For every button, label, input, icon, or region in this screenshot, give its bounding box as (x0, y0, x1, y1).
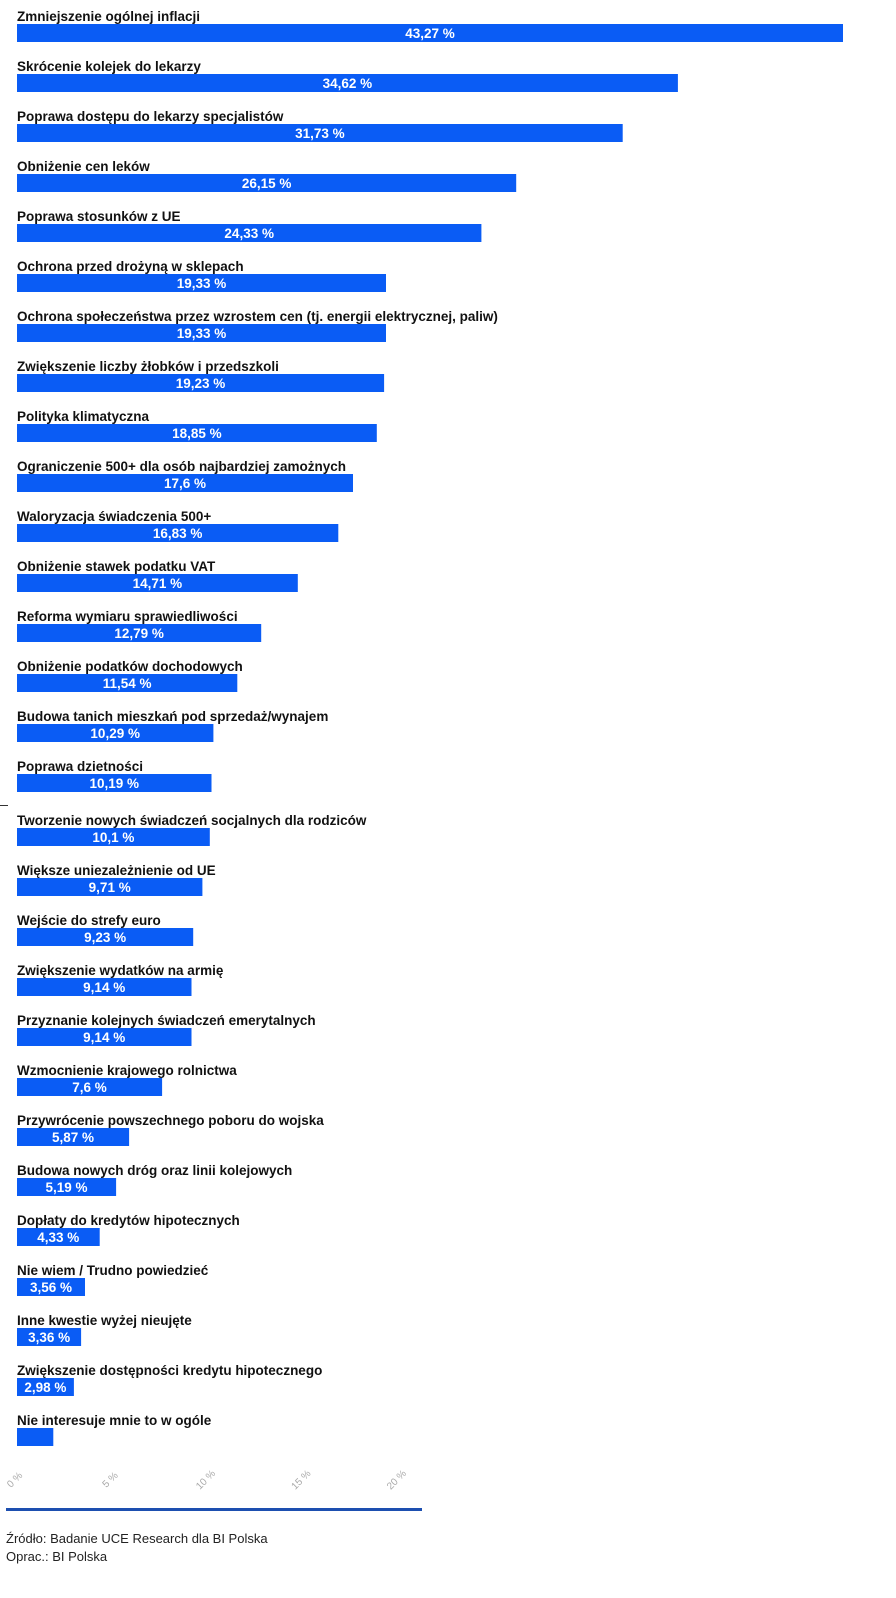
category-label: Zwiększenie dostępności kredytu hipotecznego (17, 1363, 323, 1378)
value-label: 43,27 % (405, 26, 455, 41)
value-label: 3,36 % (28, 1330, 71, 1345)
category-label: Zmniejszenie ogólnej inflacji (17, 9, 201, 24)
value-label: 9,14 % (83, 1030, 126, 1045)
category-label: Obniżenie cen leków (17, 159, 150, 174)
x-axis-ticks (5, 1468, 409, 1492)
category-label: Przywrócenie powszechnego poboru do wojska (17, 1113, 324, 1128)
bottom-rule (6, 1508, 422, 1511)
value-label: 5,87 % (51, 1130, 95, 1145)
value-label: 3,56 % (29, 1280, 73, 1295)
value-label: 11,54 % (102, 676, 152, 691)
value-label: 5,19 % (45, 1180, 88, 1195)
value-label: 4,33 % (37, 1230, 80, 1245)
value-label: 16,83 % (152, 526, 203, 541)
x-tick-label: 5 % (100, 1470, 121, 1491)
category-label: Skrócenie kolejek do lekarzy (17, 59, 201, 74)
category-label: Obniżenie podatków dochodowych (17, 659, 243, 674)
value-label: 9,23 % (84, 930, 127, 945)
value-label: 19,33 % (176, 276, 227, 291)
author-note: Oprac.: BI Polska (6, 1549, 108, 1564)
category-label: Polityka klimatyczna (17, 409, 150, 424)
source-note: Źródło: Badanie UCE Research dla BI Polska (6, 1531, 268, 1546)
category-label: Nie interesuje mnie to w ogóle (17, 1413, 212, 1428)
value-label: 19,33 % (176, 326, 227, 341)
value-label: 10,29 % (90, 726, 140, 741)
value-label: 19,23 % (175, 376, 226, 391)
value-label: 7,6 % (72, 1080, 107, 1095)
category-label: Wejście do strefy euro (17, 913, 161, 928)
category-label: Przyznanie kolejnych świadczeń emerytalnych (17, 1013, 316, 1028)
category-label: Waloryzacja świadczenia 500+ (17, 509, 212, 524)
category-label: Poprawa dostępu do lekarzy specjalistów (17, 109, 284, 124)
value-label: 24,33 % (224, 226, 274, 241)
category-label: Wzmocnienie krajowego rolnictwa (17, 1063, 237, 1078)
x-tick-label: 10 % (194, 1468, 219, 1493)
category-label: Większe uniezależnienie od UE (17, 863, 216, 878)
value-label: 14,71 % (132, 576, 183, 591)
category-label: Obniżenie stawek podatku VAT (17, 559, 216, 574)
category-label: Ochrona społeczeństwa przez wzrostem cen (tj. energii elektrycznej, paliw) (17, 309, 498, 324)
bars-layer (17, 9, 843, 1446)
value-label: 12,79 % (114, 626, 164, 641)
category-label: Poprawa dzietności (17, 759, 144, 774)
category-label: Tworzenie nowych świadczeń socjalnych dla rodziców (17, 813, 367, 828)
value-label: 10,1 % (92, 830, 135, 845)
category-label: Budowa nowych dróg oraz linii kolejowych (17, 1163, 293, 1178)
category-label: Reforma wymiaru sprawiedliwości (17, 609, 238, 624)
value-label: 18,85 % (172, 426, 222, 441)
category-label: Zwiększenie liczby żłobków i przedszkoli (17, 359, 279, 374)
category-label: Budowa tanich mieszkań pod sprzedaż/wynajem (17, 709, 329, 724)
x-tick-label: 15 % (289, 1468, 314, 1493)
value-label: 34,62 % (322, 76, 373, 91)
x-tick-label: 20 % (385, 1468, 409, 1493)
value-label: 9,71 % (88, 880, 131, 895)
category-label: Inne kwestie wyżej nieujęte (17, 1313, 192, 1328)
category-label: Ograniczenie 500+ dla osób najbardziej zamożnych (17, 459, 346, 474)
left-edge-mark (0, 805, 8, 806)
value-label: 2,98 % (24, 1380, 67, 1395)
x-tick-label: 0 % (5, 1470, 26, 1491)
category-label: Nie wiem / Trudno powiedzieć (17, 1263, 209, 1278)
bar (17, 1428, 53, 1446)
value-label: 9,14 % (83, 980, 126, 995)
category-label: Dopłaty do kredytów hipotecznych (17, 1213, 240, 1228)
value-label: 31,73 % (295, 126, 345, 141)
category-label: Poprawa stosunków z UE (17, 209, 181, 224)
category-label: Ochrona przed drożyną w sklepach (17, 259, 244, 274)
value-label: 10,19 % (89, 776, 140, 791)
value-label: 26,15 % (241, 176, 292, 191)
category-label: Zwiększenie wydatków na armię (17, 963, 224, 978)
value-label: 17,6 % (163, 476, 207, 491)
